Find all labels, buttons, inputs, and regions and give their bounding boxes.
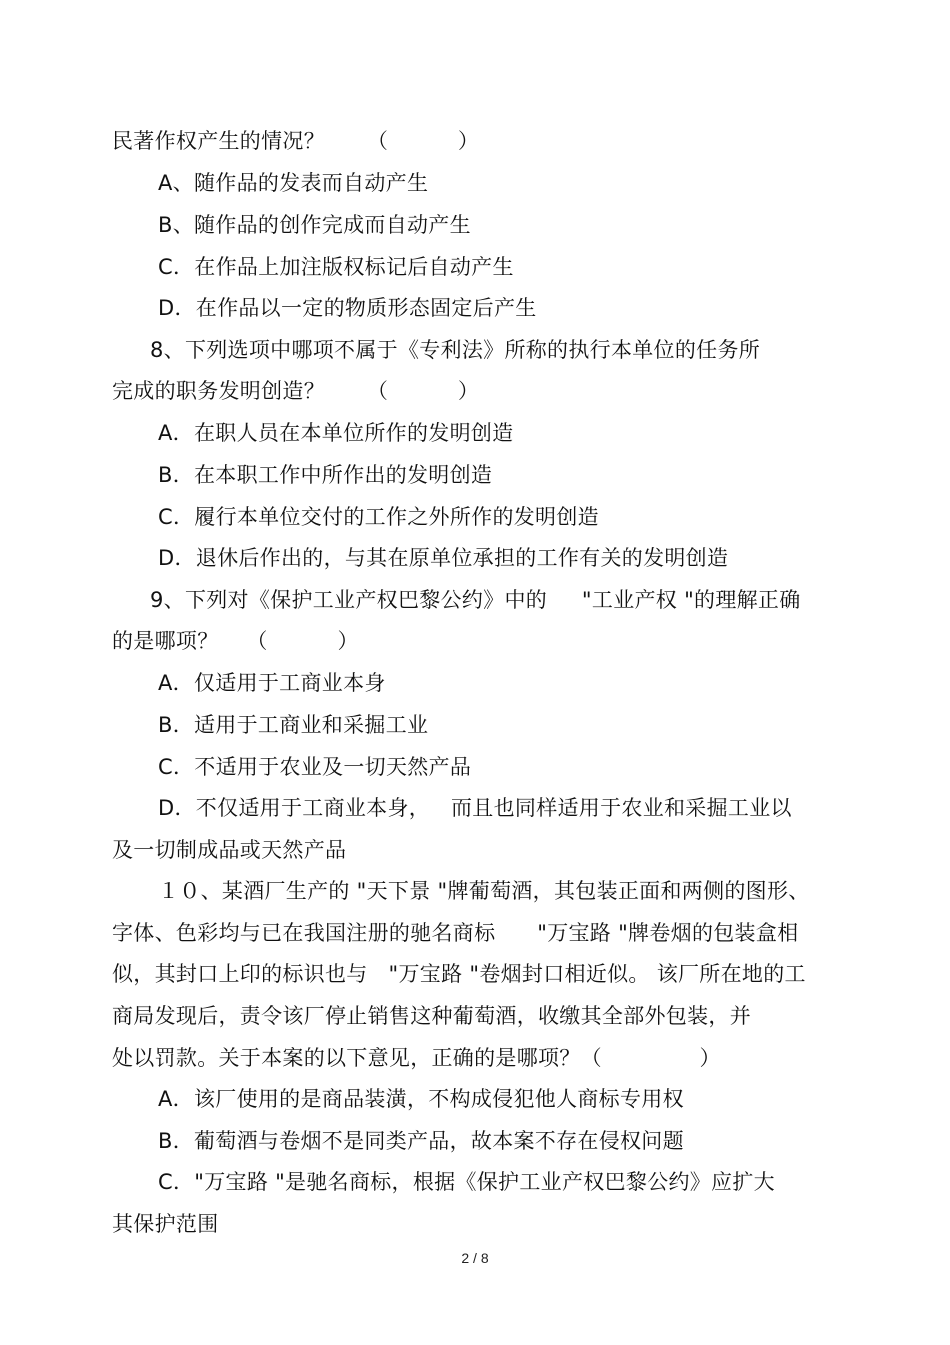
question-10-option-c-continuation: 其保护范围 [112,1212,219,1236]
question-9-stem: 9、下列对《保护工业产权巴黎公约》中的 "工业产权 "的理解正确 [150,588,801,612]
question-8-option-a: A．在职人员在本单位所作的发明创造 [158,421,514,445]
question-7-continuation: 民著作权产生的情况？ （ ） [112,129,480,153]
question-9-option-d-continuation: 及一切制成品或天然产品 [112,838,347,862]
question-9-option-d: D．不仅适用于工商业本身， 而且也同样适用于农业和采掘工业以 [158,796,792,820]
question-7-option-a: A、随作品的发表而自动产生 [158,171,429,195]
question-8-option-b: B．在本职工作中所作出的发明创造 [158,463,493,487]
page-number: 2 / 8 [461,1250,489,1266]
question-9-option-a: A．仅适用于工商业本身 [158,671,386,695]
question-9-option-b: B．适用于工商业和采掘工业 [158,713,429,737]
question-10-stem-line-3: 似，其封口上印的标识也与 "万宝路 "卷烟封口相近似。 该厂所在地的工 [112,962,806,986]
question-8-option-d: D．退休后作出的，与其在原单位承担的工作有关的发明创造 [158,546,729,570]
question-10-stem: １０、某酒厂生产的 "天下景 "牌葡萄酒，其包装正面和两侧的图形、 [158,879,810,903]
question-8-stem-continuation: 完成的职务发明创造？ （ ） [112,379,480,403]
question-7-option-b: B、随作品的创作完成而自动产生 [158,213,471,237]
question-10-stem-line-5: 处以罚款。关于本案的以下意见，正确的是哪项？（ ） [112,1046,721,1070]
question-10-stem-line-4: 商局发现后，责令该厂停止销售这种葡萄酒，收缴其全部外包装，并 [112,1004,751,1028]
question-10-option-c: C．"万宝路 "是驰名商标，根据《保护工业产权巴黎公约》应扩大 [158,1170,775,1194]
question-8-stem: 8、下列选项中哪项不属于《专利法》所称的执行本单位的任务所 [150,338,761,362]
question-7-option-d: D．在作品以一定的物质形态固定后产生 [158,296,537,320]
question-8-option-c: C．履行本单位交付的工作之外所作的发明创造 [158,505,599,529]
question-10-stem-line-2: 字体、色彩均与已在我国注册的驰名商标 "万宝路 "牌卷烟的包装盒相 [112,921,799,945]
question-9-stem-continuation: 的是哪项？ （ ） [112,629,359,653]
question-10-option-b: B．葡萄酒与卷烟不是同类产品，故本案不存在侵权问题 [158,1129,684,1153]
question-10-option-a: A．该厂使用的是商品装潢，不构成侵犯他人商标专用权 [158,1087,684,1111]
question-7-option-c: C．在作品上加注版权标记后自动产生 [158,255,514,279]
question-9-option-c: C．不适用于农业及一切天然产品 [158,755,472,779]
